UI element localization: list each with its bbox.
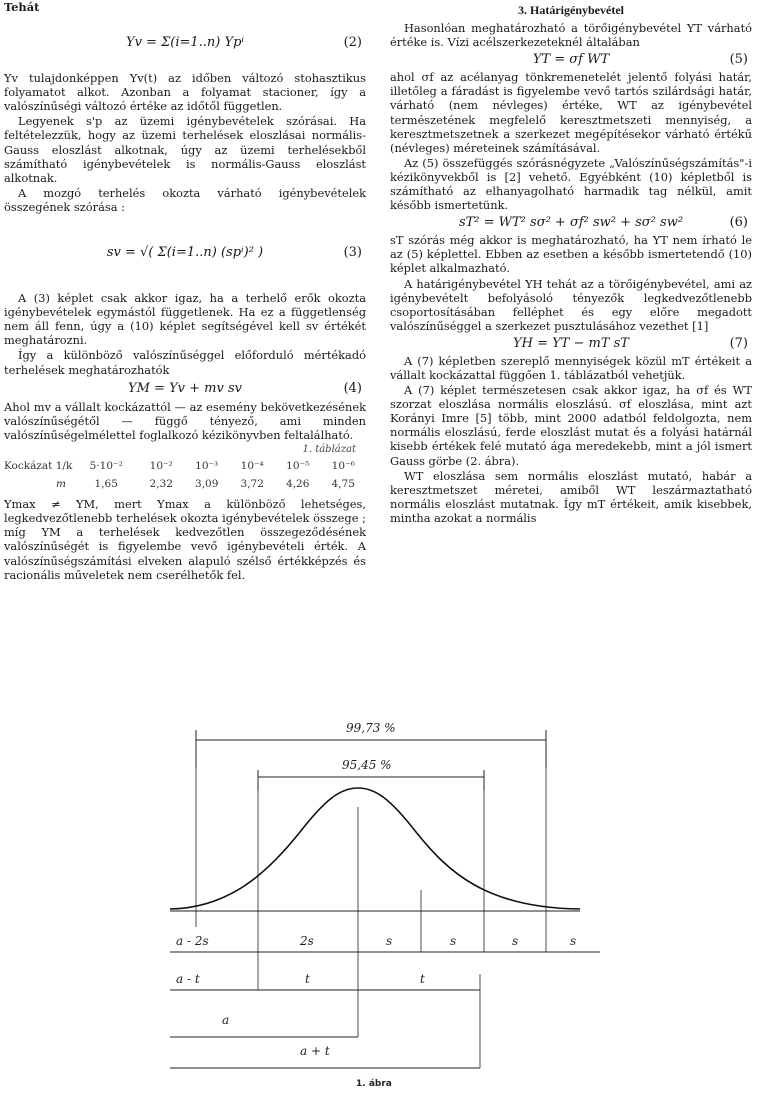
table-cell: 10⁻⁵: [286, 459, 310, 472]
paragraph-yield-limit: ahol σf az acélanyag tönkremenetelét jelentő folyási határ, illetőleg a fáradást is figyelembe vevő tartós szilárdsági határ, várható (nem névleges) értéke, WT az igénybevétel természetének megfelelő keresztmetszeti mennyiség, a keresztmetszetnek a szerkezet megépítésekor várható értékű (névleges) méreteinek számításával.: [390, 70, 752, 155]
table-cell: 5·10⁻²: [89, 459, 123, 472]
equation-6-body: sT² = WT² sσ² + σf² sw² + sσ² sw²: [458, 215, 684, 231]
label-s: s: [450, 934, 457, 948]
equation-4-body: YM = Yv + mv sv: [128, 380, 242, 396]
equation-5-number: (5): [729, 52, 748, 68]
table-row-m: [4, 475, 366, 493]
paragraph-normal-distribution: A (7) képlet természetesen csak akkor igaz, ha σf és WT szorzat eloszlása normális eloszlású. σf eloszlása, mint azt Korányi Imre [5] több, mint 2000 adatból feldolgozta, nem normális eloszlású, ferde eloszlást mutat és a folyási határnál kisebb értékek felé mutató ága meredekebb, mint a jól ismert Gauss görbe (2. ábra).: [390, 383, 752, 468]
equation-3: [4, 215, 366, 291]
paragraph-deviations: Legyenek s'p az üzemi igénybevételek szórásai. Ha feltételezzük, hogy az üzemi terhelések eloszlásai normális-Gauss eloszlást alkotnak, úgy az üzemi terhelésekből számítható igénybevételek is normális-Gauss eloszlást alkotnak.: [4, 114, 366, 185]
label-t: t: [305, 972, 310, 986]
label-t: t: [420, 972, 425, 986]
paragraph-limit-load: A határigénybevétel YH tehát az a törőigénybevétel, ami az igénybevételt befolyásoló tényezők legkedvezőtlenebb csoportosításában felléphet és egy előre megadott valószínűséggel a szerkezet pusztulásához vezethet [1]: [390, 276, 752, 333]
table-row-risk: [4, 457, 366, 475]
equation-6-number: (6): [729, 215, 748, 231]
table-cell: 1,65: [94, 478, 118, 491]
right-column: [390, 0, 752, 526]
paragraph-variance: Az (5) összefüggés szórásnégyzete „Valószínűségszámítás"-i kézikönyvekből is [2] vehető. Egyébként (10) képletből is számítható az elhanyagolható harmadik tag nélkül, amit később ismertetünk.: [390, 155, 752, 213]
equation-2-number: (2): [343, 35, 362, 51]
table-cell: 4,75: [331, 478, 355, 491]
table-cell: 10⁻⁶: [331, 459, 355, 472]
paragraph-ymax: Ymax ≠ YM, mert Ymax a különböző lehetséges, legkedvezőtlenebb terhelések okozta igénybevételek összege ; míg YM a terhelések kedvezőtlen összegeződésének valószínűségét is figyelembe vevő igénybevételi érték. A valószínűségszámítási elveken alapuló szélső értékképzés és racionális műveletek nem cserélhetők fel.: [4, 497, 366, 582]
left-column: [4, 0, 366, 583]
equation-5: [390, 50, 752, 70]
paragraph-decisive-loads: Így a különböző valószínűséggel előforduló mértékadó terhelések meghatározhatók: [4, 348, 366, 377]
label-s: s: [386, 934, 393, 948]
paragraph-moving-load: A mozgó terhelés okozta várható igénybevételek összegének szórása :: [4, 185, 366, 214]
equation-3-number: (3): [343, 245, 362, 261]
paragraph-stochastic: Yv tulajdonképpen Yv(t) az időben változó stohasztikus folyamatot alkot. Azonban a folyamat stacioner, így a valószínűségi változó értéke az időtől független.: [4, 71, 366, 114]
paragraph-wt-distribution: WT eloszlása sem normális eloszlást mutató, habár a keresztmetszet méretei, amiből WT leszármaztatható normális eloszlást mutatnak. Így mT értékeit, amik kisebbek, mintha azokat a normális: [390, 468, 752, 525]
label-9545: 95,45 %: [342, 758, 392, 772]
table-cell: 3,72: [240, 478, 264, 491]
paragraph-intro: Tehát: [4, 0, 40, 14]
equation-3-body: sv = √( Σ(i=1..n) (spⁱ)² ): [106, 245, 264, 261]
table-cell: 10⁻²: [149, 459, 173, 472]
equation-7: [390, 334, 752, 354]
label-a-minus-2s: a - 2s: [176, 934, 209, 948]
equation-2: [4, 15, 366, 71]
table-caption: 1. táblázat: [302, 443, 356, 455]
table-cell-m-label: m: [56, 478, 66, 491]
figure-caption: 1. ábra: [356, 1079, 392, 1089]
paragraph-risk-factor: Ahol mv a vállalt kockázattól — az esemény bekövetkezésének valószínűségétől — függő tényező, ami minden valószínűségelmélettel foglalkozó kézikönyvben feltalálható.: [4, 399, 366, 442]
label-a: a: [222, 1013, 230, 1027]
label-a-plus-t: a + t: [300, 1044, 330, 1058]
table-cell: 10⁻³: [195, 459, 219, 472]
label-a-minus-t: a - t: [176, 972, 200, 986]
risk-table: [4, 457, 366, 493]
section-heading: 3. Határigénybevétel: [518, 3, 624, 17]
table-cell: 2,32: [149, 478, 173, 491]
label-s: s: [570, 934, 577, 948]
paragraph-expected-value: Hasonlóan meghatározható a törőigénybevétel YT várható értéke is. Vízi acélszerkezeteknél általában: [390, 21, 752, 50]
table-cell: 3,09: [195, 478, 219, 491]
label-s: s: [512, 934, 519, 948]
equation-4: [4, 378, 366, 400]
gauss-curve: [170, 788, 580, 909]
figure-gauss-curve: [0, 712, 760, 1093]
table-cell-risk-label: Kockázat 1/k: [4, 459, 73, 472]
equation-7-number: (7): [729, 335, 748, 351]
equation-4-number: (4): [343, 380, 362, 396]
table-cell: 4,26: [286, 478, 310, 491]
table-cell: 10⁻⁴: [240, 459, 264, 472]
equation-6: [390, 213, 752, 233]
equation-7-body: YH = YT − mT sT: [513, 335, 629, 351]
paragraph-independence: A (3) képlet csak akkor igaz, ha a terhelő erők okozta igénybevételek egymástól függetlenek. Ha ez a függetlenség nem áll fenn, úgy a (10) képlet segítségével kell sv értékét meghatározni.: [4, 291, 366, 348]
paragraph-st-deviation: sT szórás még akkor is meghatározható, ha YT nem írható le az (5) képlettel. Ebben az esetben a később ismertetendő (10) képlet alkalmazható.: [390, 233, 752, 276]
equation-2-body: Yv = Σ(i=1..n) Ypⁱ: [125, 35, 245, 51]
paragraph-mt-values: A (7) képletben szereplő mennyiségek közül mT értékeit a vállalt kockázattal függően 1. táblázatból vehetjük.: [390, 353, 752, 382]
label-9973: 99,73 %: [346, 721, 396, 735]
label-2s: 2s: [300, 934, 314, 948]
equation-5-body: YT = σf WT: [532, 52, 610, 68]
